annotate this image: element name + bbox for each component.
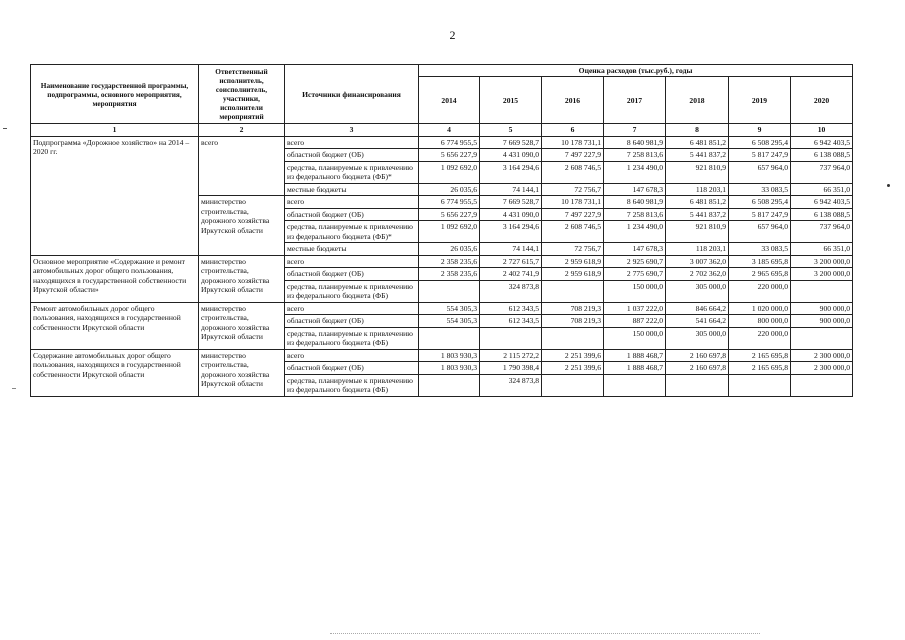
cost-value: [419, 374, 480, 396]
cost-value: 118 203,1: [666, 243, 729, 255]
cost-value: 1 790 398,4: [480, 362, 542, 374]
cost-value: [480, 327, 542, 349]
cost-value: [419, 280, 480, 302]
cost-value: 2 160 697,8: [666, 362, 729, 374]
header-year: 2016: [542, 77, 604, 124]
cost-value: 2 160 697,8: [666, 349, 729, 361]
cost-value: 7 258 813,6: [604, 208, 666, 220]
cost-value: 147 678,3: [604, 243, 666, 255]
cost-value: [542, 280, 604, 302]
header-year: 2015: [480, 77, 542, 124]
cost-value: 324 873,8: [480, 280, 542, 302]
cost-value: 612 343,5: [480, 302, 542, 314]
funding-source: средства, планируемые к привлечению из федерального бюджета (ФБ)*: [285, 221, 419, 243]
cost-value: 1 092 692,0: [419, 161, 480, 183]
cost-value: 5 656 227,9: [419, 149, 480, 161]
cost-value: 2 358 235,6: [419, 255, 480, 267]
cost-value: 6 942 403,5: [791, 196, 853, 208]
cost-value: 1 803 930,3: [419, 349, 480, 361]
cost-value: 737 964,0: [791, 161, 853, 183]
cost-value: 220 000,0: [729, 280, 791, 302]
cost-value: 6 942 403,5: [791, 136, 853, 148]
header-names: Наименование государственной программы, подпрограммы, основного мероприятия, мероприятия: [31, 65, 199, 124]
cost-value: 708 219,3: [542, 302, 604, 314]
cost-value: 554 305,3: [419, 302, 480, 314]
cost-value: 2 608 746,5: [542, 221, 604, 243]
cost-value: 2 959 618,9: [542, 255, 604, 267]
program-name: Содержание автомобильных дорог общего пользования, находящихся в государственной собственности Иркутской области: [31, 349, 199, 396]
cost-value: 6 481 851,2: [666, 196, 729, 208]
budget-table: [30, 64, 853, 397]
cost-value: 2 300 000,0: [791, 362, 853, 374]
cost-value: 7 497 227,9: [542, 149, 604, 161]
cost-value: 2 959 618,9: [542, 268, 604, 280]
cost-value: 10 178 731,1: [542, 196, 604, 208]
cost-value: 1 020 000,0: [729, 302, 791, 314]
funding-source: средства, планируемые к привлечению из федерального бюджета (ФБ): [285, 374, 419, 396]
cost-value: 2 251 399,6: [542, 349, 604, 361]
cost-value: 2 608 746,5: [542, 161, 604, 183]
cost-value: 2 358 235,6: [419, 268, 480, 280]
cost-value: 26 035,6: [419, 183, 480, 195]
cost-value: [542, 374, 604, 396]
cost-value: 2 402 741,9: [480, 268, 542, 280]
cost-value: 2 115 272,2: [480, 349, 542, 361]
cost-value: 921 810,9: [666, 161, 729, 183]
column-number: 1: [31, 124, 199, 136]
cost-value: 1 234 490,0: [604, 161, 666, 183]
funding-source: средства, планируемые к привлечению из федерального бюджета (ФБ)*: [285, 161, 419, 183]
column-number: 4: [419, 124, 480, 136]
cost-value: 74 144,1: [480, 183, 542, 195]
cost-value: 2 165 695,8: [729, 349, 791, 361]
cost-value: 2 300 000,0: [791, 349, 853, 361]
cost-value: 1 234 490,0: [604, 221, 666, 243]
cost-value: 5 441 837,2: [666, 208, 729, 220]
column-number: 9: [729, 124, 791, 136]
cost-value: [419, 327, 480, 349]
cost-value: 1 092 692,0: [419, 221, 480, 243]
cost-value: 118 203,1: [666, 183, 729, 195]
program-name: Основное мероприятие «Содержание и ремонт автомобильных дорог общего пользования, находящихся в государственной собственности Иркутской области»: [31, 255, 199, 302]
funding-source: областной бюджет (ОБ): [285, 315, 419, 327]
executor-name: министерство строительства, дорожного хозяйства Иркутской области: [199, 196, 285, 255]
cost-value: 1 037 222,0: [604, 302, 666, 314]
cost-value: 6 481 851,2: [666, 136, 729, 148]
cost-value: [791, 374, 853, 396]
executor-name: министерство строительства, дорожного хозяйства Иркутской области: [199, 302, 285, 349]
cost-value: 2 165 695,8: [729, 362, 791, 374]
cost-value: 220 000,0: [729, 327, 791, 349]
funding-source: областной бюджет (ОБ): [285, 362, 419, 374]
cost-value: 2 965 695,8: [729, 268, 791, 280]
cost-value: 2 925 690,7: [604, 255, 666, 267]
executor-name: министерство строительства, дорожного хозяйства Иркутской области: [199, 349, 285, 396]
cost-value: 6 508 295,4: [729, 196, 791, 208]
funding-source: средства, планируемые к привлечению из федерального бюджета (ФБ): [285, 280, 419, 302]
cost-value: 3 200 000,0: [791, 255, 853, 267]
cost-value: [729, 374, 791, 396]
funding-source: местные бюджеты: [285, 183, 419, 195]
cost-value: 72 756,7: [542, 243, 604, 255]
column-number: 7: [604, 124, 666, 136]
cost-value: 800 000,0: [729, 315, 791, 327]
header-year: 2019: [729, 77, 791, 124]
table-row: [31, 255, 853, 267]
cost-value: 4 431 090,0: [480, 149, 542, 161]
column-numbers-row: [31, 124, 853, 136]
cost-value: 6 774 955,5: [419, 136, 480, 148]
cost-value: 657 964,0: [729, 221, 791, 243]
header-executor: Ответственный исполнитель, соисполнитель, участники, исполнители мероприятий: [199, 65, 285, 124]
cost-value: 2 727 615,7: [480, 255, 542, 267]
scan-artifact-line: [330, 633, 760, 636]
program-name: Ремонт автомобильных дорог общего пользования, находящихся в государственной собственности Иркутской области: [31, 302, 199, 349]
cost-value: 2 251 399,6: [542, 362, 604, 374]
cost-value: 6 774 955,5: [419, 196, 480, 208]
cost-value: 74 144,1: [480, 243, 542, 255]
header-year: 2017: [604, 77, 666, 124]
cost-value: 3 185 695,8: [729, 255, 791, 267]
cost-value: 26 035,6: [419, 243, 480, 255]
cost-value: 10 178 731,1: [542, 136, 604, 148]
cost-value: [542, 327, 604, 349]
cost-value: 1 888 468,7: [604, 349, 666, 361]
table-body: [31, 136, 853, 396]
cost-value: 66 351,0: [791, 243, 853, 255]
funding-source: местные бюджеты: [285, 243, 419, 255]
header-year: 2018: [666, 77, 729, 124]
cost-value: [791, 280, 853, 302]
cost-value: 7 669 528,7: [480, 196, 542, 208]
cost-value: 3 007 362,0: [666, 255, 729, 267]
funding-source: областной бюджет (ОБ): [285, 268, 419, 280]
cost-value: 8 640 981,9: [604, 196, 666, 208]
scan-speck: [887, 184, 890, 187]
column-number: 10: [791, 124, 853, 136]
cost-value: 7 669 528,7: [480, 136, 542, 148]
funding-source: всего: [285, 136, 419, 148]
program-name: Подпрограмма «Дорожное хозяйство» на 2014 – 2020 гг.: [31, 136, 199, 255]
cost-value: 708 219,3: [542, 315, 604, 327]
cost-value: 150 000,0: [604, 327, 666, 349]
cost-value: 3 200 000,0: [791, 268, 853, 280]
cost-value: 887 222,0: [604, 315, 666, 327]
cost-value: 541 664,2: [666, 315, 729, 327]
cost-value: 900 000,0: [791, 302, 853, 314]
cost-value: 72 756,7: [542, 183, 604, 195]
scan-mark: [3, 128, 7, 129]
cost-value: 657 964,0: [729, 161, 791, 183]
funding-source: всего: [285, 349, 419, 361]
cost-value: 33 083,5: [729, 183, 791, 195]
column-number: 2: [199, 124, 285, 136]
cost-value: 8 640 981,9: [604, 136, 666, 148]
cost-value: 6 508 295,4: [729, 136, 791, 148]
cost-value: [604, 374, 666, 396]
cost-value: 3 164 294,6: [480, 161, 542, 183]
cost-value: 846 664,2: [666, 302, 729, 314]
header-source: Источники финансирования: [285, 65, 419, 124]
cost-value: 2 775 690,7: [604, 268, 666, 280]
cost-value: 305 000,0: [666, 327, 729, 349]
cost-value: 5 441 837,2: [666, 149, 729, 161]
column-number: 3: [285, 124, 419, 136]
cost-value: 3 164 294,6: [480, 221, 542, 243]
header-year: 2020: [791, 77, 853, 124]
cost-value: 5 656 227,9: [419, 208, 480, 220]
table-row: [31, 302, 853, 314]
header-estimate: Оценка расходов (тыс.руб.), годы: [419, 65, 853, 77]
header-year: 2014: [419, 77, 480, 124]
cost-value: 7 258 813,6: [604, 149, 666, 161]
cost-value: 6 138 088,5: [791, 208, 853, 220]
column-number: 6: [542, 124, 604, 136]
page-number: 2: [449, 28, 456, 42]
funding-source: всего: [285, 196, 419, 208]
cost-value: 900 000,0: [791, 315, 853, 327]
funding-source: областной бюджет (ОБ): [285, 208, 419, 220]
cost-value: 305 000,0: [666, 280, 729, 302]
scan-mark: [12, 388, 16, 389]
funding-source: всего: [285, 255, 419, 267]
cost-value: 1 888 468,7: [604, 362, 666, 374]
table-row: [31, 136, 853, 148]
executor-name: всего: [199, 136, 285, 195]
cost-value: 6 138 088,5: [791, 149, 853, 161]
cost-value: 5 817 247,9: [729, 208, 791, 220]
cost-value: 2 702 362,0: [666, 268, 729, 280]
funding-source: средства, планируемые к привлечению из федерального бюджета (ФБ): [285, 327, 419, 349]
cost-value: [666, 374, 729, 396]
cost-value: 554 305,3: [419, 315, 480, 327]
column-number: 8: [666, 124, 729, 136]
table-row: [31, 349, 853, 361]
cost-value: 66 351,0: [791, 183, 853, 195]
cost-value: 147 678,3: [604, 183, 666, 195]
column-number: 5: [480, 124, 542, 136]
executor-name: министерство строительства, дорожного хозяйства Иркутской области: [199, 255, 285, 302]
cost-value: 4 431 090,0: [480, 208, 542, 220]
cost-value: 612 343,5: [480, 315, 542, 327]
cost-value: 1 803 930,3: [419, 362, 480, 374]
cost-value: 5 817 247,9: [729, 149, 791, 161]
cost-value: 737 964,0: [791, 221, 853, 243]
funding-source: всего: [285, 302, 419, 314]
cost-value: 921 810,9: [666, 221, 729, 243]
cost-value: 33 083,5: [729, 243, 791, 255]
cost-value: 324 873,8: [480, 374, 542, 396]
funding-source: областной бюджет (ОБ): [285, 149, 419, 161]
cost-value: [791, 327, 853, 349]
cost-value: 150 000,0: [604, 280, 666, 302]
cost-value: 7 497 227,9: [542, 208, 604, 220]
